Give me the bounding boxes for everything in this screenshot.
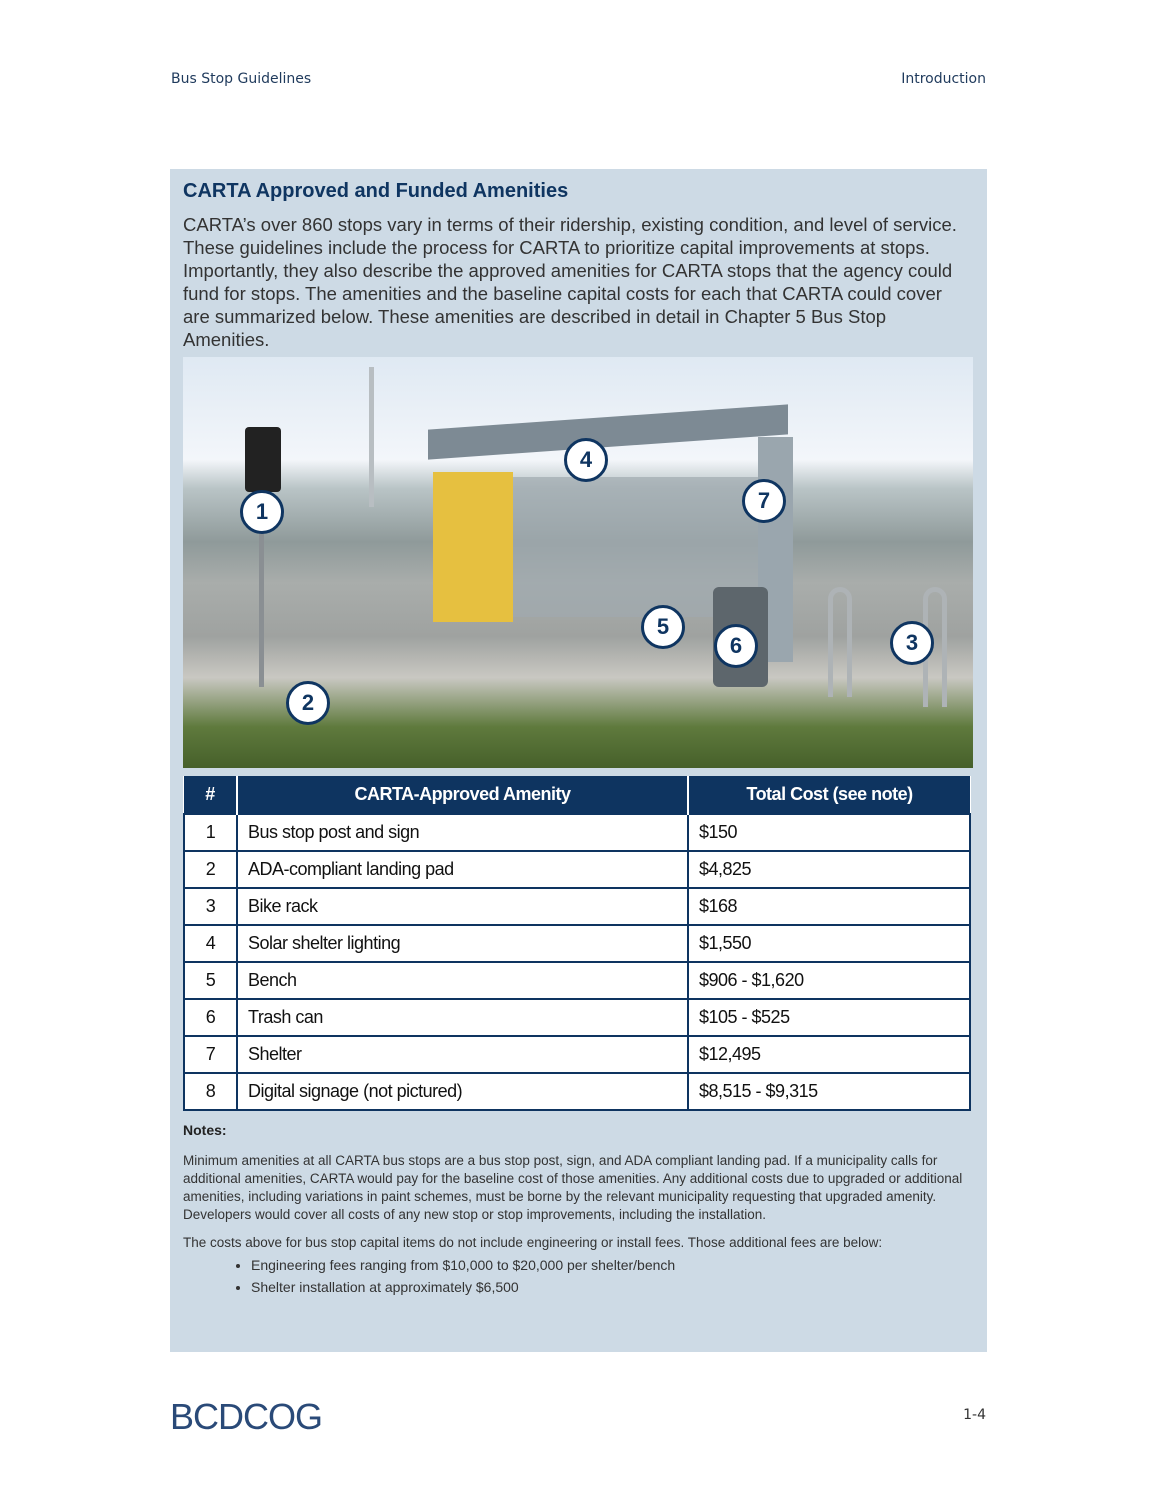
- amenity-name: Solar shelter lighting: [237, 925, 688, 962]
- amenity-cost: $1,550: [688, 925, 970, 962]
- shelter-panel: [433, 472, 513, 622]
- running-header-title: Bus Stop Guidelines: [171, 71, 312, 87]
- amenities-sidebar-box: [170, 169, 987, 1352]
- section-title: CARTA Approved and Funded Amenities: [183, 180, 569, 202]
- fees-list-item: • Engineering fees ranging from $10,000 to $20,000 per shelter/bench: [251, 1254, 973, 1276]
- col-amenity: CARTA-Approved Amenity: [237, 776, 688, 814]
- marker-5: 5: [641, 605, 685, 649]
- page-number: 1-4: [963, 1407, 986, 1423]
- notes-paragraph: Minimum amenities at all CARTA bus stops are a bus stop post, sign, and ADA compliant landing pad. If a municipality calls for additional amenities, CARTA would pay for the baseline cost of those amenities. Any additional costs due to upgraded or additional amenities, including variations in paint schemes, must be borne by the relevant municipality requesting that upgraded amenity. Developers would cover all costs of any new stop or stop improvements, including the installation.: [183, 1153, 963, 1222]
- amenity-name: Bike rack: [237, 888, 688, 925]
- amenity-cost: $4,825: [688, 851, 970, 888]
- marker-6: 6: [714, 624, 758, 668]
- table-row: [184, 962, 970, 999]
- bus-stop-sign: [245, 427, 281, 492]
- shelter-roof: [428, 404, 788, 459]
- notes-paragraph: The costs above for bus stop capital items do not include engineering or install fees. Those additional fees are below:: [183, 1235, 883, 1250]
- row-number: 2: [184, 851, 237, 888]
- table-row: [184, 888, 970, 925]
- table-row: [184, 814, 970, 851]
- marker-2: 2: [286, 681, 330, 725]
- marker-7: 7: [742, 479, 786, 523]
- row-number: 8: [184, 1073, 237, 1110]
- table-row: [184, 851, 970, 888]
- marker-4: 4: [564, 438, 608, 482]
- amenity-cost: $12,495: [688, 1036, 970, 1073]
- fees-list-item: • Shelter installation at approximately $6,500: [251, 1276, 973, 1298]
- intro-paragraph: CARTA’s over 860 stops vary in terms of their ridership, existing condition, and level of service. These guidelines include the process for CARTA to prioritize capital improvements at stops. Importantly, they also describe the approved amenities for CARTA stops that the agency could fund for stops. The amenities and the baseline capital costs for each that CARTA could cover are summarized below. These amenities are described in detail in Chapter 5 Bus Stop Amenities.: [183, 214, 957, 350]
- bike-rack: [828, 587, 852, 697]
- table-row: [184, 925, 970, 962]
- row-number: 3: [184, 888, 237, 925]
- notes-section: [183, 1122, 973, 1298]
- amenity-name: ADA-compliant landing pad: [237, 851, 688, 888]
- row-number: 6: [184, 999, 237, 1036]
- table-row: [184, 1073, 970, 1110]
- col-cost: Total Cost (see note): [688, 776, 970, 814]
- amenity-name: Bench: [237, 962, 688, 999]
- row-number: 7: [184, 1036, 237, 1073]
- amenity-cost: $8,515 - $9,315: [688, 1073, 970, 1110]
- amenity-cost: $150: [688, 814, 970, 851]
- amenity-name: Trash can: [237, 999, 688, 1036]
- amenity-name: Shelter: [237, 1036, 688, 1073]
- table-row: [184, 999, 970, 1036]
- row-number: 5: [184, 962, 237, 999]
- running-header-section: Introduction: [901, 71, 986, 87]
- row-number: 1: [184, 814, 237, 851]
- marker-1: 1: [240, 490, 284, 534]
- fees-list: [251, 1254, 973, 1298]
- amenity-name: Digital signage (not pictured): [237, 1073, 688, 1110]
- amenity-name: Bus stop post and sign: [237, 814, 688, 851]
- amenities-table: [183, 776, 971, 1111]
- table-row: [184, 1036, 970, 1073]
- notes-heading: Notes:: [183, 1122, 227, 1138]
- amenity-cost: $906 - $1,620: [688, 962, 970, 999]
- light-pole: [369, 367, 374, 507]
- bus-stop-photo: [183, 357, 973, 768]
- marker-3: 3: [890, 621, 934, 665]
- amenity-cost: $105 - $525: [688, 999, 970, 1036]
- row-number: 4: [184, 925, 237, 962]
- bcdcog-logo: BCDCOG: [170, 1396, 323, 1437]
- amenity-cost: $168: [688, 888, 970, 925]
- col-number: #: [184, 776, 237, 814]
